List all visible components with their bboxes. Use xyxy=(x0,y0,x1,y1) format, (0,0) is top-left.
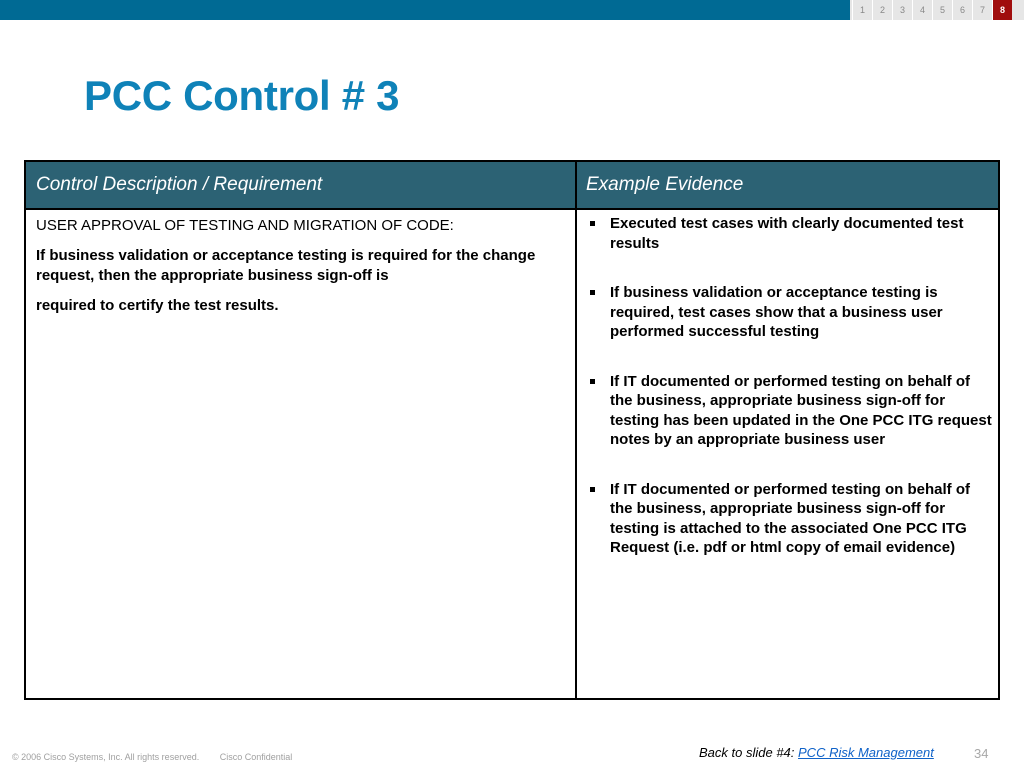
evidence-item-2: If business validation or acceptance testing is required, test cases show that a business user performed successful testing xyxy=(584,283,994,342)
back-prefix: Back to slide #4: xyxy=(699,745,795,760)
control-table xyxy=(24,160,1000,700)
back-link-pcc-risk-management[interactable]: PCC Risk Management xyxy=(798,745,934,760)
nav-slide-6[interactable]: 6 xyxy=(952,0,972,20)
nav-slide-1[interactable]: 1 xyxy=(852,0,872,20)
requirement-cell xyxy=(36,216,564,316)
nav-slide-2[interactable]: 2 xyxy=(872,0,892,20)
slide-number: 34 xyxy=(974,746,989,761)
confidential-text: Cisco Confidential xyxy=(219,752,293,762)
nav-slide-5[interactable]: 5 xyxy=(932,0,952,20)
evidence-cell xyxy=(584,214,994,588)
slide-navigation xyxy=(850,0,1024,20)
requirement-body-continued: required to certify the test results. xyxy=(36,297,279,314)
nav-strip-end xyxy=(1012,0,1024,20)
header-example-evidence: Example Evidence xyxy=(586,174,744,195)
table-header xyxy=(26,162,998,210)
evidence-item-1: Executed test cases with clearly documented test results xyxy=(584,214,994,253)
header-control-description: Control Description / Requirement xyxy=(36,174,323,195)
evidence-item-4: If IT documented or performed testing on behalf of the business, appropriate business sign-off for testing is attached to the associated One PCC ITG Request (i.e. pdf or html copy of email evidence) xyxy=(584,480,994,558)
footer-legal xyxy=(12,752,292,762)
nav-slide-7[interactable]: 7 xyxy=(972,0,992,20)
requirement-body: If business validation or acceptance testing is required for the change request, then the appropriate business sign-off is xyxy=(36,247,536,284)
nav-slide-8-active[interactable]: 8 xyxy=(992,0,1012,20)
evidence-item-3: If IT documented or performed testing on behalf of the business, appropriate business sign-off for testing has been updated in the One PCC ITG request notes by an appropriate business user xyxy=(584,372,994,450)
requirement-heading: USER APPROVAL OF TESTING AND MIGRATION OF CODE: xyxy=(36,217,454,234)
column-divider xyxy=(575,162,577,698)
back-to-slide xyxy=(699,745,934,760)
copyright-text: © 2006 Cisco Systems, Inc. All rights reserved. xyxy=(12,752,200,762)
page-title: PCC Control # 3 xyxy=(84,72,400,119)
nav-slide-4[interactable]: 4 xyxy=(912,0,932,20)
nav-slide-3[interactable]: 3 xyxy=(892,0,912,20)
